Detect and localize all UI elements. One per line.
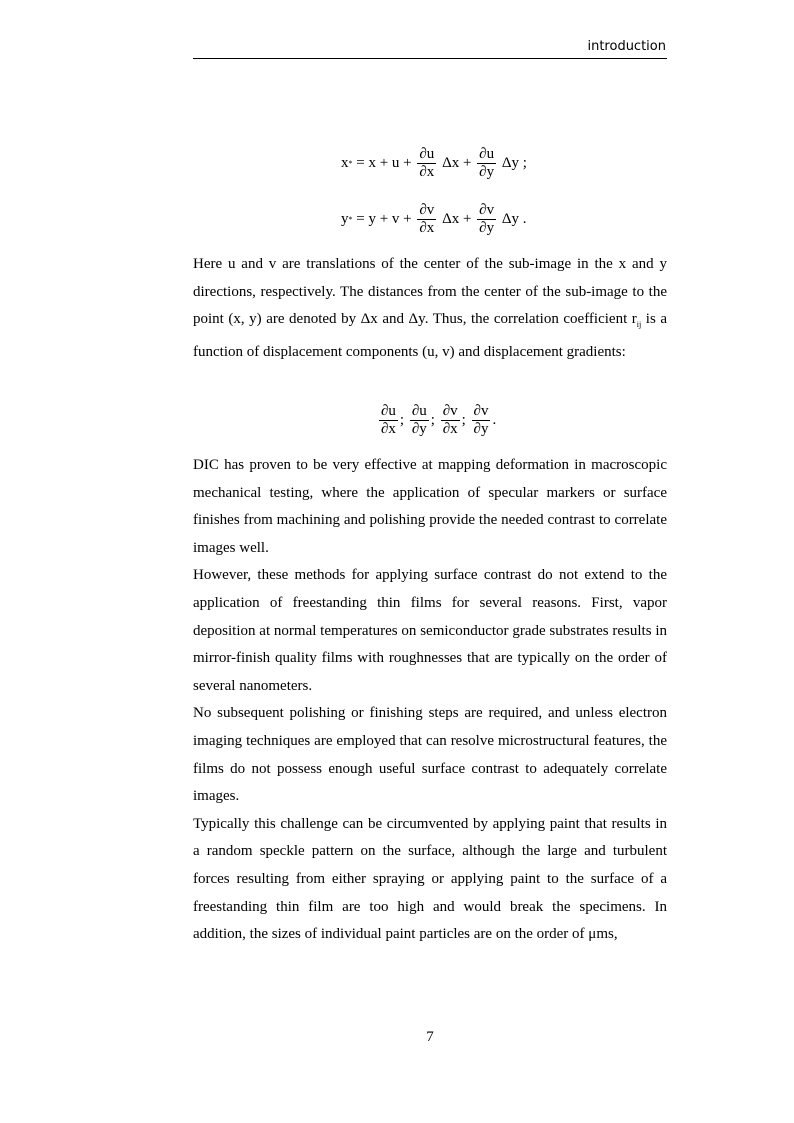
eq3-f1-den: ∂x [381,421,396,437]
body-paragraphs [193,452,667,949]
eq3-sep-3: ; [461,412,466,428]
eq1-term-1: Δx + [442,155,472,171]
header-rule [193,58,667,59]
paragraph-4: No subsequent polishing or finishing steps are required, and unless electron imaging techniques are employed that can resolve microstructural features, the films do not possess enough useful surface contrast to adequately correlate images. [193,705,667,805]
eq2-lhs: y [341,211,349,227]
equation-y [341,202,527,237]
eq1-f2-num: ∂u [479,146,495,162]
eq2-term-1: Δx + [442,211,472,227]
eq3-end: . [492,412,497,428]
eq3-f1-num: ∂u [381,403,396,419]
eq3-f3-den: ∂x [442,421,458,437]
equation-x [341,146,527,181]
paragraph-1-text [193,251,667,366]
eq3-sep-1: ; [399,412,405,428]
equation-gradients [377,403,496,438]
eq1-f1-den: ∂x [419,164,435,180]
eq2-f1-den: ∂x [419,220,435,236]
running-header: introduction [587,39,666,54]
eq2-fraction-1 [417,202,436,237]
eq1-term-2: Δy ; [501,155,527,171]
paragraph-2: DIC has proven to be very effective at mapping deformation in macroscopic mechanical testing, where the application of specular markers or surface finishes from machining and polishing provide the needed contrast to correlate images well. [193,457,667,556]
eq3-f4-num: ∂v [473,403,489,419]
eq3-fraction-4 [472,403,491,438]
eq1-fraction-1 [417,146,436,181]
eq3-fraction-1 [379,403,398,438]
paragraph-5: Typically this challenge can be circumvented by applying paint that results in a random speckle pattern on the surface, although the large and turbulent forces resulting from either spraying or applying paint to the surface of a freestanding thin film are too high and would break the specimens. In addition, the sizes of individual paint particles are on the order of μms, [193,815,667,943]
eq2-f2-den: ∂y [479,220,495,236]
p1-text-b: is a function of displacement components (u, v) and displacement gradients: [193,311,667,360]
eq2-f2-num: ∂v [479,202,495,218]
eq3-fraction-3 [441,403,460,438]
eq1-f1-num: ∂u [419,146,435,162]
eq1-f2-den: ∂y [479,164,495,180]
paragraph-1 [193,251,667,366]
eq2-fraction-2 [477,202,496,237]
eq3-sep-2: ; [430,412,435,428]
eq2-f1-num: ∂v [419,202,435,218]
eq2-term-2: Δy . [501,211,527,227]
eq1-fraction-2 [477,146,496,181]
eq3-f2-num: ∂u [411,403,427,419]
eq1-mid: = x + u + [356,155,412,171]
eq1-lhs-sup: * [348,159,353,168]
eq3-f3-num: ∂v [442,403,458,419]
eq3-f2-den: ∂y [411,421,427,437]
eq3-f4-den: ∂y [473,421,489,437]
eq2-mid: = y + v + [356,211,412,227]
eq3-fraction-2 [410,403,429,438]
page-number: 7 [426,1029,434,1045]
p1-subscript: ij [636,320,642,330]
p1-text-a: Here u and v are translations of the center of the sub-image in the x and y directions, respectively. The distances from the center of the sub-image to the point (x, y) are denoted by Δx and Δy. Thus, the correlation coefficient r [193,256,667,328]
paragraph-3: However, these methods for applying surface contrast do not extend to the application of freestanding thin films for several reasons. First, vapor deposition at normal temperatures on semiconductor grade substrates results in mirror-finish quality films with roughnesses that are typically on the order of several nanometers. [193,567,667,694]
eq2-lhs-sup: * [348,215,353,224]
eq1-lhs: x [341,155,349,171]
